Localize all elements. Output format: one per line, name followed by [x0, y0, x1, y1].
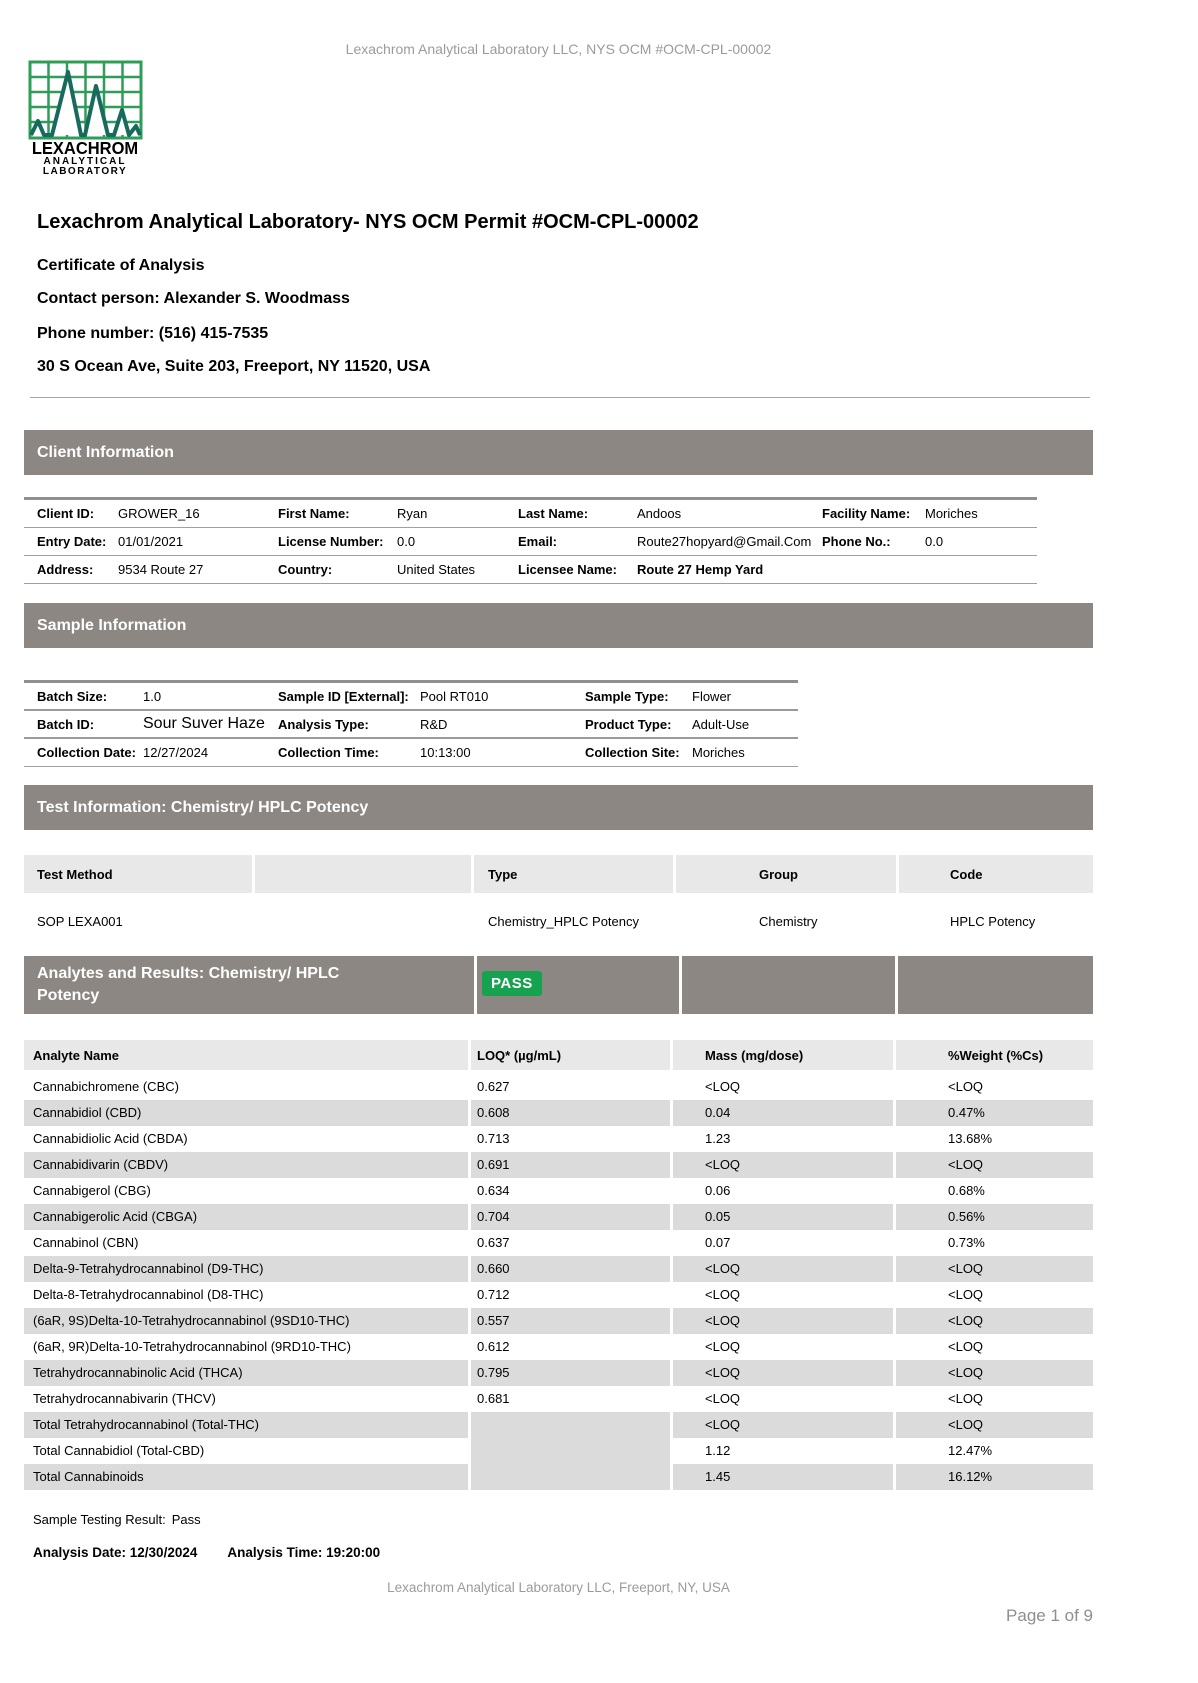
analyte-name-cell: (6aR, 9R)Delta-10-Tetrahydrocannabinol (9RD10-THC)	[33, 1339, 351, 1354]
result-value: Pass	[171, 1512, 201, 1527]
table-row	[24, 739, 798, 767]
weight-cell: <LOQ	[896, 1412, 1093, 1438]
col-header-test-method: Test Method	[37, 867, 113, 882]
test-type-value: Chemistry_HPLC Potency	[488, 914, 639, 929]
analyte-name-cell: (6aR, 9S)Delta-10-Tetrahydrocannabinol (9SD10-THC)	[24, 1308, 468, 1334]
field-value: GROWER_16	[118, 506, 200, 521]
field-label: Sample ID [External]:	[278, 688, 409, 704]
analysis-date: Analysis Date: 12/30/2024	[33, 1545, 198, 1560]
loq-cell: 0.795	[471, 1360, 670, 1386]
mass-cell: <LOQ	[673, 1308, 893, 1334]
field-value: 1.0	[143, 688, 162, 704]
loq-cell	[471, 1438, 670, 1464]
field-value: United States	[397, 562, 476, 577]
field-value: Pool RT010	[420, 688, 489, 704]
col-header-group: Group	[759, 867, 798, 882]
analyte-name-cell: Delta-9-Tetrahydrocannabinol (D9-THC)	[24, 1256, 468, 1282]
sample-testing-result	[33, 1512, 201, 1527]
analyte-row	[24, 1412, 1093, 1438]
analyte-name-cell: Tetrahydrocannabinolic Acid (THCA)	[24, 1360, 468, 1386]
client-information-section-header: Client Information	[24, 430, 1093, 475]
field-label: Last Name:	[518, 506, 589, 521]
weight-cell: <LOQ	[896, 1360, 1093, 1386]
horizontal-divider	[30, 397, 1090, 398]
table-row	[24, 556, 1037, 584]
weight-cell: 0.73%	[948, 1235, 985, 1250]
column-divider	[670, 1040, 673, 1070]
analyte-row	[24, 1100, 1093, 1126]
analyte-name-cell: Cannabidiolic Acid (CBDA)	[33, 1131, 188, 1146]
col-header-type: Type	[488, 867, 518, 882]
loq-cell: 0.712	[477, 1287, 510, 1302]
analyte-row	[24, 1360, 1093, 1386]
weight-cell: 0.68%	[948, 1183, 985, 1198]
analyte-name-cell: Cannabidiol (CBD)	[24, 1100, 468, 1126]
field-label: Product Type:	[585, 716, 672, 732]
analyte-name-cell: Cannabinol (CBN)	[33, 1235, 139, 1250]
phone-number-line: Phone number: (516) 415-7535	[37, 325, 269, 342]
test-method-table-header	[24, 855, 1093, 893]
field-label: License Number:	[278, 534, 384, 549]
analyte-row	[24, 1178, 1093, 1204]
field-value: Route 27 Hemp Yard	[637, 562, 764, 577]
analyte-name-cell: Cannabigerol (CBG)	[33, 1183, 151, 1198]
column-divider	[893, 1040, 896, 1070]
table-row	[24, 711, 798, 739]
weight-cell: 0.56%	[896, 1204, 1093, 1230]
analyte-row	[24, 1152, 1093, 1178]
weight-cell: <LOQ	[896, 1256, 1093, 1282]
field-label: Phone No.:	[822, 534, 891, 549]
logo-subtitle-2: LABORATORY	[42, 166, 128, 177]
analyte-row	[24, 1256, 1093, 1282]
loq-cell: 0.713	[477, 1131, 510, 1146]
analyte-name-cell: Total Tetrahydrocannabinol (Total-THC)	[24, 1412, 468, 1438]
certificate-subtitle: Certificate of Analysis	[37, 257, 205, 274]
address-line: 30 S Ocean Ave, Suite 203, Freeport, NY 11520, USA	[37, 358, 431, 375]
page-header-text: Lexachrom Analytical Laboratory LLC, NYS OCM #OCM-CPL-00002	[345, 41, 772, 57]
sample-info-table	[24, 680, 798, 767]
logo-subtitle-1: ANALYTICAL	[43, 156, 127, 167]
field-label: Batch ID:	[37, 716, 95, 732]
page-number: Page 1 of 9	[1006, 1606, 1093, 1625]
analyte-row	[24, 1126, 1093, 1152]
field-value: 0.0	[397, 534, 416, 549]
weight-cell: <LOQ	[896, 1308, 1093, 1334]
mass-cell: <LOQ	[673, 1412, 893, 1438]
footer-lab-name: Lexachrom Analytical Laboratory LLC, Freeport, NY, USA	[387, 1580, 730, 1595]
weight-cell: 12.47%	[948, 1443, 993, 1458]
mass-cell: <LOQ	[673, 1360, 893, 1386]
sample-information-section-header: Sample Information	[24, 603, 1093, 648]
mass-cell: 1.23	[705, 1131, 731, 1146]
loq-cell: 0.691	[471, 1152, 670, 1178]
weight-cell: <LOQ	[948, 1391, 984, 1406]
loq-cell: 0.612	[477, 1339, 510, 1354]
column-divider	[673, 855, 676, 893]
column-divider	[474, 956, 477, 1014]
field-label: Entry Date:	[37, 534, 107, 549]
analysis-datetime	[33, 1545, 380, 1560]
mass-cell: 1.45	[673, 1464, 893, 1490]
client-info-table	[24, 497, 1037, 584]
analyte-name-cell: Cannabigerolic Acid (CBGA)	[24, 1204, 468, 1230]
mass-cell: <LOQ	[705, 1079, 741, 1094]
analyte-name-cell: Total Cannabinoids	[24, 1464, 468, 1490]
field-value: 10:13:00	[420, 745, 471, 760]
column-divider	[679, 956, 682, 1014]
weight-cell: 13.68%	[948, 1131, 993, 1146]
field-label: Client ID:	[37, 506, 95, 521]
weight-cell: 0.47%	[896, 1100, 1093, 1126]
col-header-mass: Mass (mg/dose)	[705, 1048, 804, 1063]
col-header-weight: %Weight (%Cs)	[948, 1048, 1044, 1063]
analyte-row	[24, 1438, 1093, 1464]
analyte-name-cell: Cannabidivarin (CBDV)	[24, 1152, 468, 1178]
table-row	[24, 528, 1037, 556]
loq-cell: 0.627	[477, 1079, 510, 1094]
column-divider	[468, 1040, 471, 1070]
mass-cell: 0.04	[673, 1100, 893, 1126]
field-value: Route27hopyard@Gmail.Com	[637, 534, 812, 549]
analyte-name-cell: Tetrahydrocannabivarin (THCV)	[33, 1391, 216, 1406]
loq-cell: 0.634	[477, 1183, 510, 1198]
field-value: Adult-Use	[692, 716, 750, 732]
analyte-row	[24, 1334, 1093, 1360]
logo-wordmark: LEXACHROM	[31, 139, 139, 159]
analyte-row	[24, 1074, 1093, 1100]
mass-cell: <LOQ	[673, 1152, 893, 1178]
table-row	[24, 500, 1037, 528]
field-label: Analysis Type:	[278, 716, 369, 732]
analyte-row	[24, 1204, 1093, 1230]
mass-cell: 0.05	[673, 1204, 893, 1230]
col-header-analyte-name: Analyte Name	[33, 1048, 119, 1063]
result-label: Sample Testing Result:	[33, 1512, 166, 1527]
analyte-row	[24, 1308, 1093, 1334]
weight-cell: <LOQ	[896, 1152, 1093, 1178]
test-group-value: Chemistry	[759, 914, 818, 929]
chromatogram-logo-icon	[24, 60, 146, 142]
column-divider	[895, 956, 898, 1014]
test-information-section-header: Test Information: Chemistry/ HPLC Potency	[24, 785, 1093, 830]
col-header-code: Code	[950, 867, 983, 882]
analyte-name-cell: Cannabichromene (CBC)	[33, 1079, 179, 1094]
analytes-table-header	[24, 1040, 1093, 1070]
col-header-loq: LOQ* (µg/mL)	[477, 1048, 562, 1063]
field-label: Collection Site:	[585, 745, 680, 760]
field-label: Address:	[37, 562, 94, 577]
loq-cell: 0.681	[477, 1391, 510, 1406]
analyte-row	[24, 1230, 1093, 1256]
column-divider	[896, 855, 899, 893]
mass-cell: 0.07	[705, 1235, 731, 1250]
weight-cell: 16.12%	[896, 1464, 1093, 1490]
field-label: Collection Date:	[37, 745, 136, 760]
field-label: Licensee Name:	[518, 562, 617, 577]
field-value: 9534 Route 27	[118, 562, 204, 577]
weight-cell: <LOQ	[948, 1287, 984, 1302]
pass-status-badge: PASS	[482, 971, 542, 996]
analyte-name-cell: Total Cannabidiol (Total-CBD)	[33, 1443, 205, 1458]
analytes-section-title: Analytes and Results: Chemistry/ HPLC Potency	[37, 965, 340, 1004]
contact-person-line: Contact person: Alexander S. Woodmass	[37, 290, 350, 307]
weight-cell: <LOQ	[948, 1079, 984, 1094]
analyte-row	[24, 1282, 1093, 1308]
analytes-table-body	[24, 1074, 1093, 1490]
analyte-row	[24, 1386, 1093, 1412]
table-row	[24, 683, 798, 711]
field-value: 0.0	[925, 534, 944, 549]
mass-cell: <LOQ	[673, 1256, 893, 1282]
document-title: Lexachrom Analytical Laboratory- NYS OCM Permit #OCM-CPL-00002	[37, 211, 699, 233]
mass-cell: 0.06	[705, 1183, 731, 1198]
analysis-time: Analysis Time: 19:20:00	[227, 1545, 381, 1560]
field-label: Country:	[278, 562, 333, 577]
loq-cell: 0.660	[471, 1256, 670, 1282]
field-label: Batch Size:	[37, 688, 108, 704]
test-method-row	[24, 893, 1093, 955]
mass-cell: <LOQ	[705, 1391, 741, 1406]
analytes-results-section-header	[24, 956, 1093, 1014]
field-value: Moriches	[692, 745, 745, 760]
lexachrom-logo	[24, 60, 146, 177]
field-label: First Name:	[278, 506, 350, 521]
field-value: Sour Suver Haze	[143, 715, 265, 732]
loq-cell: 0.557	[471, 1308, 670, 1334]
field-value: 01/01/2021	[118, 534, 184, 549]
mass-cell: <LOQ	[705, 1287, 741, 1302]
field-value: R&D	[420, 716, 448, 732]
field-value: Andoos	[637, 506, 682, 521]
loq-cell: 0.637	[477, 1235, 510, 1250]
field-label: Email:	[518, 534, 558, 549]
field-label: Facility Name:	[822, 506, 911, 521]
column-divider	[471, 855, 474, 893]
field-value: Ryan	[397, 506, 428, 521]
analyte-row	[24, 1464, 1093, 1490]
mass-cell: 1.12	[705, 1443, 731, 1458]
field-label: Sample Type:	[585, 688, 669, 704]
column-divider	[252, 855, 255, 893]
loq-cell	[471, 1464, 670, 1490]
field-value: Moriches	[925, 506, 978, 521]
test-code-value: HPLC Potency	[950, 914, 1036, 929]
loq-cell	[471, 1412, 670, 1438]
weight-cell: <LOQ	[948, 1339, 984, 1354]
mass-cell: <LOQ	[705, 1339, 741, 1354]
field-value: Flower	[692, 688, 732, 704]
loq-cell: 0.704	[471, 1204, 670, 1230]
analyte-name-cell: Delta-8-Tetrahydrocannabinol (D8-THC)	[33, 1287, 264, 1302]
field-label: Collection Time:	[278, 745, 379, 760]
test-method-value: SOP LEXA001	[37, 914, 123, 929]
loq-cell: 0.608	[471, 1100, 670, 1126]
field-value: 12/27/2024	[143, 745, 209, 760]
